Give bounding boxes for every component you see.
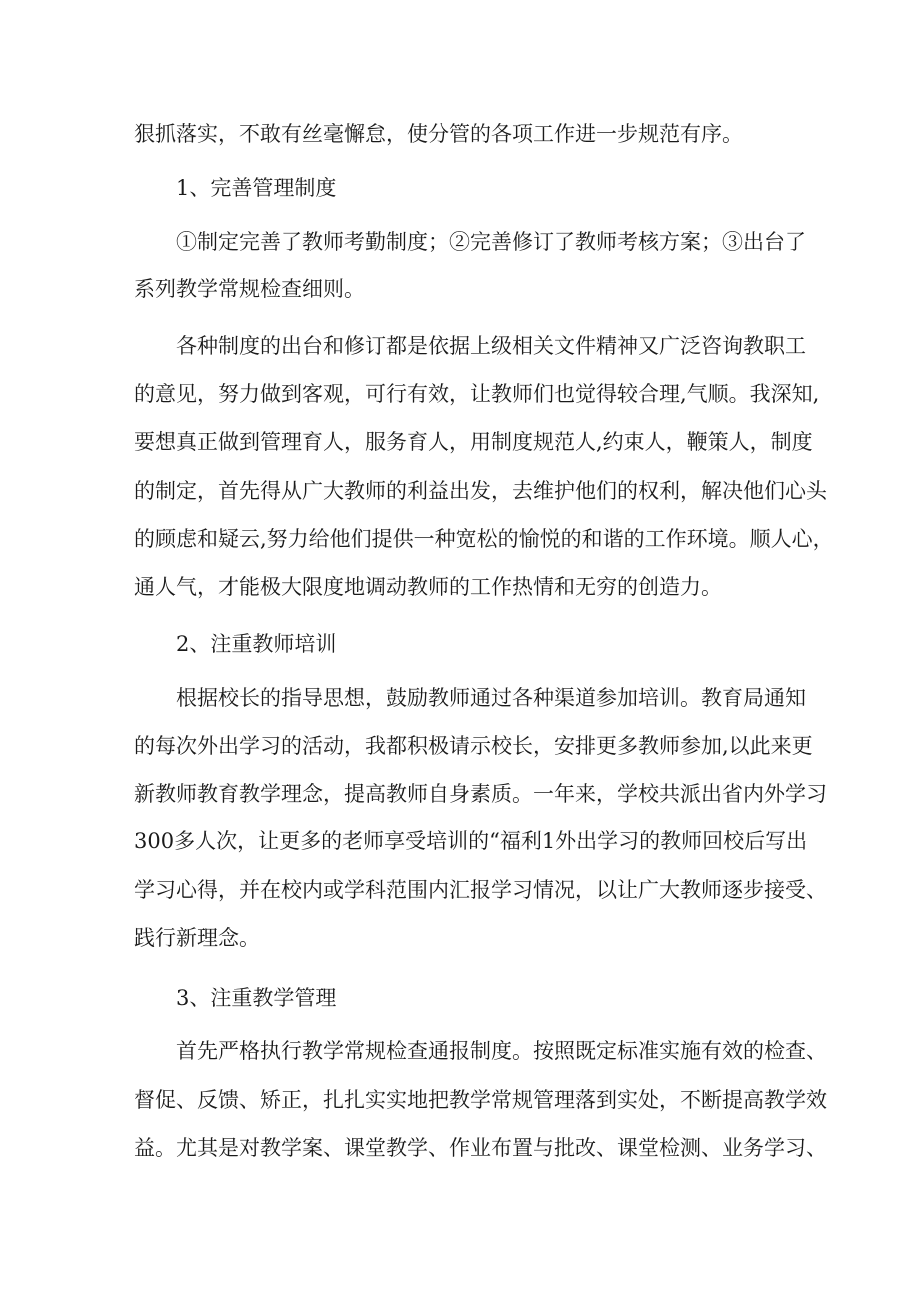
paragraph-line: 要想真正做到管理育人，服务育人，用制度规范人,约束人，鞭策人，制度 bbox=[134, 430, 813, 454]
paragraph-line: 的顾虑和疑云,努力给他们提供一种宽松的愉悦的和谐的工作环境。顺人心， bbox=[134, 527, 834, 551]
paragraph-line: 督促、反馈、矫正，扎扎实实地把教学常规管理落到实处，不断提高教学效 bbox=[134, 1088, 827, 1112]
paragraph-line: 的每次外出学习的活动，我都积极请示校长，安排更多教师参加,以此来更 bbox=[134, 734, 813, 758]
paragraph-line: 通人气，才能极大限度地调动教师的工作热情和无穷的创造力。 bbox=[134, 575, 722, 599]
paragraph-line: 300多人次，让更多的老师享受培训的“福利1外出学习的教师回校后写出 bbox=[134, 829, 808, 853]
paragraph-line: 系列教学常规检查细则。 bbox=[134, 277, 365, 301]
paragraph-line: ①制定完善了教师考勤制度；②完善修订了教师考核方案；③出台了 bbox=[176, 230, 806, 254]
paragraph-line: 新教师教育教学理念，提高教师自身素质。一年来，学校共派出省内外学习 bbox=[134, 782, 827, 806]
paragraph-line: 的意见，努力做到客观，可行有效，让教师们也觉得较合理,气顺。我深知, bbox=[134, 382, 820, 406]
paragraph-line: 践行新理念。 bbox=[134, 926, 260, 950]
paragraph-line: 首先严格执行教学常规检查通报制度。按照既定标准实施有效的检查、 bbox=[176, 1039, 827, 1063]
section-heading: 2、注重教师培训 bbox=[176, 632, 337, 656]
paragraph-line: 根据校长的指导思想，鼓励教师通过各种渠道参加培训。教育局通知 bbox=[176, 686, 806, 710]
section-heading: 3、注重教学管理 bbox=[176, 986, 337, 1010]
paragraph-line: 各种制度的出台和修订都是依据上级相关文件精神又广泛咨询教职工 bbox=[176, 334, 806, 358]
paragraph-line: 的制定，首先得从广大教师的利益出发，去维护他们的权利，解决他们心头 bbox=[134, 479, 827, 503]
paragraph-line: 益。尤其是对教学案、课堂教学、作业布置与批改、课堂检测、业务学习、 bbox=[134, 1136, 827, 1160]
paragraph-line: 学习心得，并在校内或学科范围内汇报学习情况，以让广大教师逐步接受、 bbox=[134, 878, 827, 902]
section-heading: 1、完善管理制度 bbox=[176, 176, 337, 200]
paragraph-line: 狠抓落实，不敢有丝毫懈怠，使分管的各项工作进一步规范有序。 bbox=[134, 122, 743, 146]
